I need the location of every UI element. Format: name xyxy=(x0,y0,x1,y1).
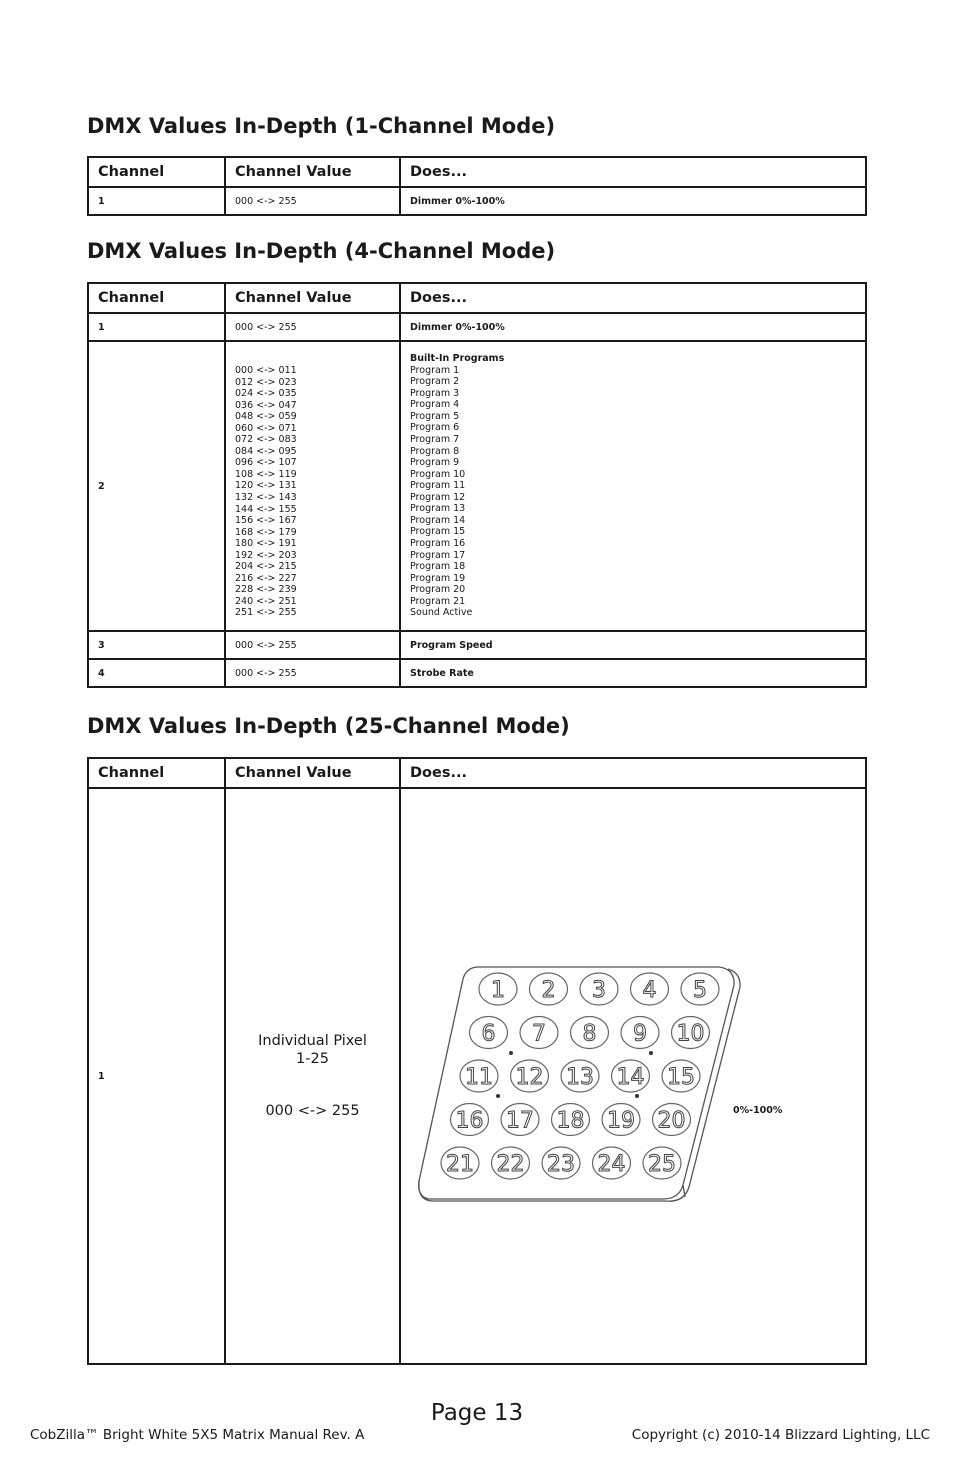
program-item: Program 15 xyxy=(410,526,466,538)
program-item: Program 17 xyxy=(410,549,466,561)
program-item: Sound Active xyxy=(410,607,473,619)
matrix-pixel-number: 5 xyxy=(693,978,707,1003)
range-item: 180 <-> 191 xyxy=(235,538,297,550)
cell-value-ranges xyxy=(225,341,400,631)
cell-does-matrix xyxy=(400,788,866,1364)
footer-copyright: Copyright (c) 2010-14 Blizzard Lighting, LLC xyxy=(631,1427,930,1443)
dmx-table-25ch xyxy=(87,757,867,1365)
matrix-pixel-number: 16 xyxy=(455,1108,484,1134)
matrix-pixel-number: 25 xyxy=(648,1152,676,1177)
section-title-1ch: DMX Values In-Depth (1-Channel Mode) xyxy=(87,114,556,138)
table-row xyxy=(88,313,866,341)
matrix-pixel-number: 18 xyxy=(556,1108,585,1134)
program-item: Program 2 xyxy=(410,376,460,388)
matrix-pixel-number: 17 xyxy=(506,1108,534,1134)
range-item: 024 <-> 035 xyxy=(235,388,297,400)
matrix-pixel-number: 20 xyxy=(657,1108,686,1134)
range-item: 132 <-> 143 xyxy=(235,492,297,503)
table-row xyxy=(88,187,866,215)
matrix-pixel-number: 9 xyxy=(633,1021,647,1047)
program-item: Program 12 xyxy=(410,491,466,503)
header-does: Does... xyxy=(400,758,866,788)
matrix-pixel-number: 22 xyxy=(496,1152,525,1177)
table-header-row xyxy=(88,758,866,788)
header-channel-value: Channel Value xyxy=(225,283,400,313)
header-channel: Channel xyxy=(88,758,225,788)
cell-value: 000 <-> 255 xyxy=(225,187,400,215)
range-item: 072 <-> 083 xyxy=(235,434,297,446)
header-channel-value: Channel Value xyxy=(225,157,400,187)
cell-does: Dimmer 0%-100% xyxy=(400,313,866,341)
matrix-pixel-number: 11 xyxy=(465,1065,493,1090)
dmx-table-4ch xyxy=(87,282,867,688)
range-item: 012 <-> 023 xyxy=(235,376,297,388)
program-item: Program 4 xyxy=(410,399,460,411)
table-row xyxy=(88,659,866,687)
pixel-dmx-range: 000 <-> 255 xyxy=(265,1103,360,1119)
program-item: Program 16 xyxy=(410,537,466,549)
program-list xyxy=(410,353,856,619)
cell-does: Program Speed xyxy=(400,631,866,659)
range-item: 240 <-> 251 xyxy=(235,595,297,607)
matrix-pixel-number: 2 xyxy=(541,978,556,1003)
range-item: 036 <-> 047 xyxy=(235,399,297,411)
footer-manual-title: CobZilla™ Bright White 5X5 Matrix Manual Rev. A xyxy=(30,1427,365,1443)
section-title-25ch: DMX Values In-Depth (25-Channel Mode) xyxy=(87,714,570,738)
range-item: 084 <-> 095 xyxy=(235,445,297,457)
range-item: 144 <-> 155 xyxy=(235,503,297,515)
table-row xyxy=(88,788,866,1364)
programs-heading: Built-In Programs xyxy=(410,353,505,365)
matrix-pixel-number: 12 xyxy=(515,1065,544,1090)
range-item: 251 <-> 255 xyxy=(235,607,297,619)
matrix-pixel-number: 15 xyxy=(667,1065,695,1090)
matrix-pixel-number: 1 xyxy=(491,978,505,1003)
program-item: Program 10 xyxy=(410,468,466,480)
header-channel: Channel xyxy=(88,283,225,313)
table-header-row xyxy=(88,157,866,187)
header-does: Does... xyxy=(400,283,866,313)
table-row xyxy=(88,341,866,631)
program-item: Program 6 xyxy=(410,422,460,434)
matrix-pixel-number: 3 xyxy=(592,978,606,1003)
program-item: Program 11 xyxy=(410,480,466,492)
cell-does: Strobe Rate xyxy=(400,659,866,687)
cell-channel: 2 xyxy=(88,341,225,631)
range-item: 168 <-> 179 xyxy=(235,526,297,538)
matrix-pixel-number: 24 xyxy=(597,1152,626,1177)
cell-value: 000 <-> 255 xyxy=(225,659,400,687)
range-list xyxy=(235,353,390,619)
page-number: Page 13 xyxy=(430,1400,524,1426)
range-item: 228 <-> 239 xyxy=(235,584,297,596)
program-item: Program 13 xyxy=(410,503,466,515)
program-item: Program 3 xyxy=(410,387,460,399)
program-item: Program 1 xyxy=(410,364,460,376)
cell-does: Dimmer 0%-100% xyxy=(400,187,866,215)
range-item: 192 <-> 203 xyxy=(235,549,297,561)
cell-value: 000 <-> 255 xyxy=(225,313,400,341)
cell-channel: 1 xyxy=(88,788,225,1364)
range-item: 108 <-> 119 xyxy=(235,468,297,480)
header-channel-value: Channel Value xyxy=(225,758,400,788)
cell-value-pixel xyxy=(225,788,400,1364)
program-item: Program 8 xyxy=(410,445,460,457)
table-header-row xyxy=(88,283,866,313)
pixel-value-text xyxy=(235,1032,390,1120)
range-item: 120 <-> 131 xyxy=(235,480,297,492)
matrix-pixel-number: 19 xyxy=(607,1108,635,1134)
cell-does-programs xyxy=(400,341,866,631)
range-item: 204 <-> 215 xyxy=(235,561,297,573)
pixel-range: 1-25 xyxy=(296,1051,329,1067)
section-title-4ch: DMX Values In-Depth (4-Channel Mode) xyxy=(87,239,556,263)
program-item: Program 5 xyxy=(410,410,460,422)
program-item: Program 21 xyxy=(410,595,466,607)
program-item: Program 7 xyxy=(410,434,460,446)
matrix-pixel-number: 7 xyxy=(532,1021,546,1047)
program-item: Program 20 xyxy=(410,584,466,596)
matrix-pixel-number: 13 xyxy=(566,1065,594,1090)
program-item: Program 18 xyxy=(410,561,466,573)
range-item: 216 <-> 227 xyxy=(235,572,297,584)
cell-channel: 1 xyxy=(88,187,225,215)
program-item: Program 19 xyxy=(410,572,466,584)
cell-channel: 4 xyxy=(88,659,225,687)
matrix-pixel-number: 21 xyxy=(446,1152,474,1177)
table-row xyxy=(88,631,866,659)
range-item: 156 <-> 167 xyxy=(235,515,297,527)
matrix-pixel-number: 6 xyxy=(481,1021,496,1047)
dmx-table-1ch xyxy=(87,156,867,216)
pixel-label: Individual Pixel xyxy=(258,1033,367,1049)
cell-does: 0%-100% xyxy=(733,1105,783,1116)
range-item: 096 <-> 107 xyxy=(235,457,297,469)
matrix-pixel-number: 8 xyxy=(582,1021,597,1047)
matrix-pixel-number: 23 xyxy=(547,1152,575,1177)
program-item: Program 14 xyxy=(410,514,466,526)
range-item: 060 <-> 071 xyxy=(235,422,297,434)
matrix-pixel-number: 4 xyxy=(642,978,657,1003)
range-item: 048 <-> 059 xyxy=(235,411,297,423)
pixel-matrix-diagram xyxy=(401,789,863,1363)
header-channel: Channel xyxy=(88,157,225,187)
matrix-pixel-number: 10 xyxy=(676,1021,705,1047)
range-item: 000 <-> 011 xyxy=(235,364,297,376)
cell-value: 000 <-> 255 xyxy=(225,631,400,659)
program-item: Program 9 xyxy=(410,457,460,469)
matrix-pixel-number: 14 xyxy=(616,1065,645,1090)
cell-channel: 1 xyxy=(88,313,225,341)
cell-channel: 3 xyxy=(88,631,225,659)
header-does: Does... xyxy=(400,157,866,187)
